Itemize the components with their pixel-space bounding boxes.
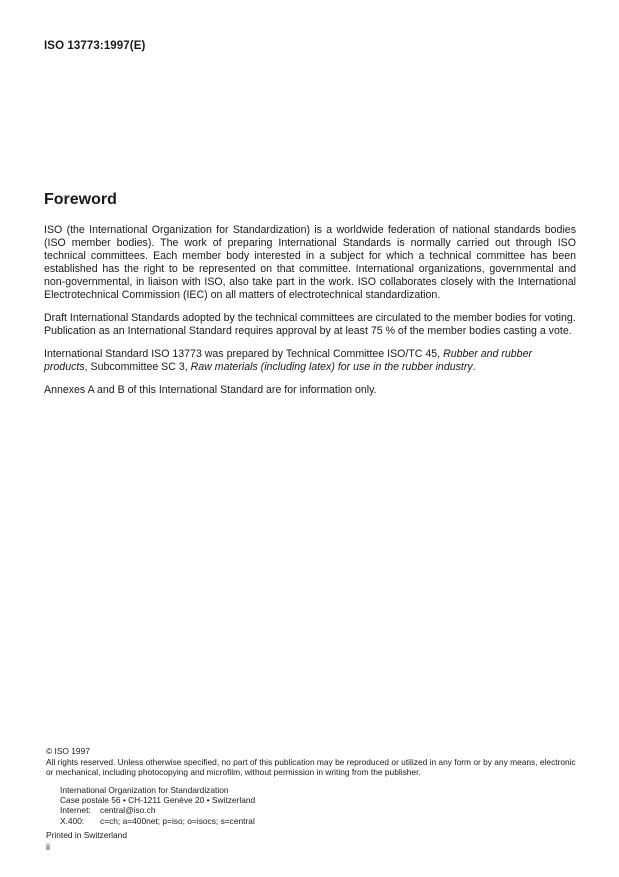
internet-row	[60, 805, 255, 815]
org-postal-address: Case postale 56 • CH-1211 Genève 20 • Switzerland	[60, 795, 256, 806]
printed-in-notice: Printed in Switzerland	[46, 830, 127, 840]
internet-address: central@iso.ch	[100, 805, 156, 816]
copyright-notice: © ISO 1997	[46, 746, 90, 756]
foreword-paragraph-1: ISO (the International Organization for Standardization) is a worldwide federation of national standards bodies (ISO member bodies). The work of preparing International Standards is normally carried out through ISO technical committees. Each member body interested in a subject for which a technical committee has been established has the right to be represented on that committee. International organizations, governmental and non-governmental, in liaison with ISO, also take part in the work. ISO collaborates closely with the International Electrotechnical Commission (IEC) on all matters of electrotechnical standardization.	[44, 224, 576, 301]
x400-row	[60, 816, 255, 826]
rights-statement: All rights reserved. Unless otherwise specified, no part of this publication may be reproduced or utilized in any form or by any means, electronic or mechanical, including photocopying and microfilm, without permission in writing from the publisher.	[46, 756, 576, 777]
p3-text-c: .	[472, 361, 476, 373]
x400-label: X.400:	[60, 815, 85, 826]
p3-text-b: , Subcommittee SC 3,	[84, 361, 191, 373]
subcommittee-title: Raw materials (including latex) for use in the rubber industry	[190, 361, 473, 373]
foreword-paragraph-2-line-1: Draft International Standards adopted by the technical committees are circulated to the member bodies for voting.	[44, 312, 576, 324]
document-id-header: ISO 13773:1997(E)	[44, 40, 146, 52]
copyright-block	[46, 746, 586, 778]
foreword-heading: Foreword	[44, 191, 117, 208]
foreword-paragraph-4: Annexes A and B of this International Standard are for information only.	[44, 384, 377, 396]
internet-label: Internet:	[60, 805, 91, 816]
page-number: ii	[46, 842, 50, 852]
x400-address: c=ch; a=400net; p=iso; o=isocs; s=central	[100, 815, 255, 826]
p3-text-a: International Standard ISO 13773 was prepared by Technical Committee ISO/TC 45,	[44, 348, 444, 360]
publisher-address	[60, 785, 255, 826]
org-name: International Organization for Standardization	[60, 785, 229, 795]
foreword-paragraph-2	[44, 312, 576, 338]
committee-title: Rubber and rubber products	[44, 348, 532, 373]
foreword-paragraph-2-line-2: Publication as an International Standard requires approval by at least 75 % of the member bodies casting a vote.	[44, 325, 572, 337]
foreword-paragraph-3	[44, 348, 576, 374]
